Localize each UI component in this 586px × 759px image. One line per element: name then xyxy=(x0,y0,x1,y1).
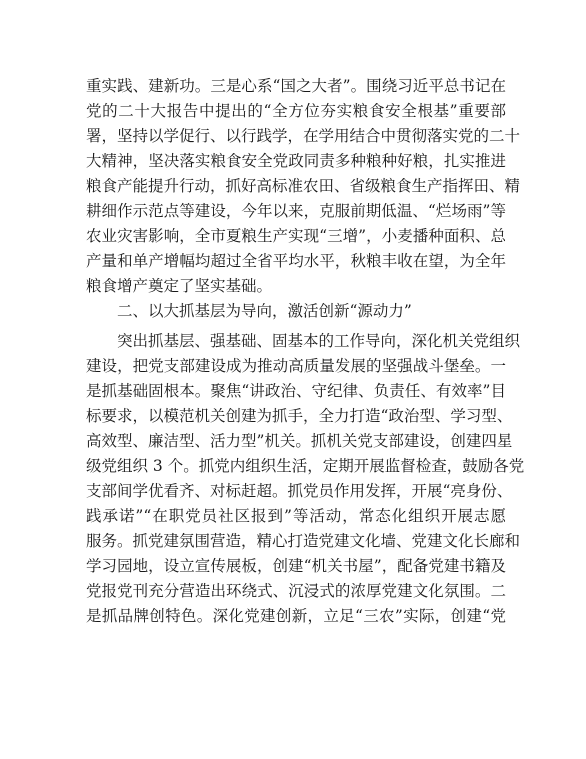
text-line: 学习园地，设立宣传展板，创建“机关书屋”，配备党建书籍及 xyxy=(86,557,506,575)
text-line: 践承诺”“在职党员社区报到”等活动，常态化组织开展志愿 xyxy=(86,507,506,525)
text-line: 标要求，以模范机关创建为抓手，全力打造“政治型、学习型、 xyxy=(86,407,513,425)
text-line: 署，坚持以学促行、以行践学，在学用结合中贯彻落实党的二十 xyxy=(86,127,521,145)
text-line: 是抓基础固根本。聚焦“讲政治、守纪律、负责任、有效率”目 xyxy=(86,382,506,400)
paragraph-2 xyxy=(86,329,525,629)
text-line: 大精神，坚决落实粮食安全党政同责多种粮种好粮，扎实推进 xyxy=(86,152,506,170)
text-line: 重实践、建新功。三是心系“国之大者”。围绕习近平总书记在 xyxy=(86,77,506,95)
text-line: 党报党刊充分营造出环绕式、沉浸式的浓厚党建文化氛围。二 xyxy=(86,582,506,600)
text-line: 服务。抓党建氛围营造，精心打造党建文化墙、党建文化长廊和 xyxy=(86,532,521,550)
text-line: 耕细作示范点等建设，今年以来，克服前期低温、“烂场雨”等 xyxy=(86,202,506,220)
text-line: 党的二十大报告中提出的“全方位夯实粮食安全根基”重要部 xyxy=(86,102,506,120)
text-line: 突出抓基层、强基础、固基本的工作导向，深化机关党组织 xyxy=(117,332,521,350)
paragraph-1 xyxy=(86,74,521,299)
text-line: 级党组织 3 个。抓党内组织生活，定期开展监督检查，鼓励各党 xyxy=(86,457,525,475)
text-line: 粮食产能提升行动，抓好高标准农田、省级粮食生产指挥田、精 xyxy=(86,177,521,195)
text-line: 支部间学优看齐、对标赶超。抓党员作用发挥，开展“亮身份、 xyxy=(86,482,513,500)
section-heading-text: 二、以大抓基层为导向，激活创新“源动力” xyxy=(117,302,412,320)
text-line: 农业灾害影响，全市夏粮生产实现“三增”，小麦播种面积、总 xyxy=(86,227,506,245)
text-line: 产量和单产增幅均超过全省平均水平，秋粮丰收在望，为全年 xyxy=(86,252,506,270)
text-line: 是抓品牌创特色。深化党建创新，立足“三农”实际，创建“党 xyxy=(86,607,506,625)
text-line: 高效型、廉洁型、活力型”机关。抓机关党支部建设，创建四星 xyxy=(86,432,513,450)
section-heading xyxy=(86,299,506,324)
text-line: 建设，把党支部建设成为推动高质量发展的坚强战斗堡垒。一 xyxy=(86,357,506,375)
text-line: 粮食增产奠定了坚实基础。 xyxy=(86,277,273,295)
